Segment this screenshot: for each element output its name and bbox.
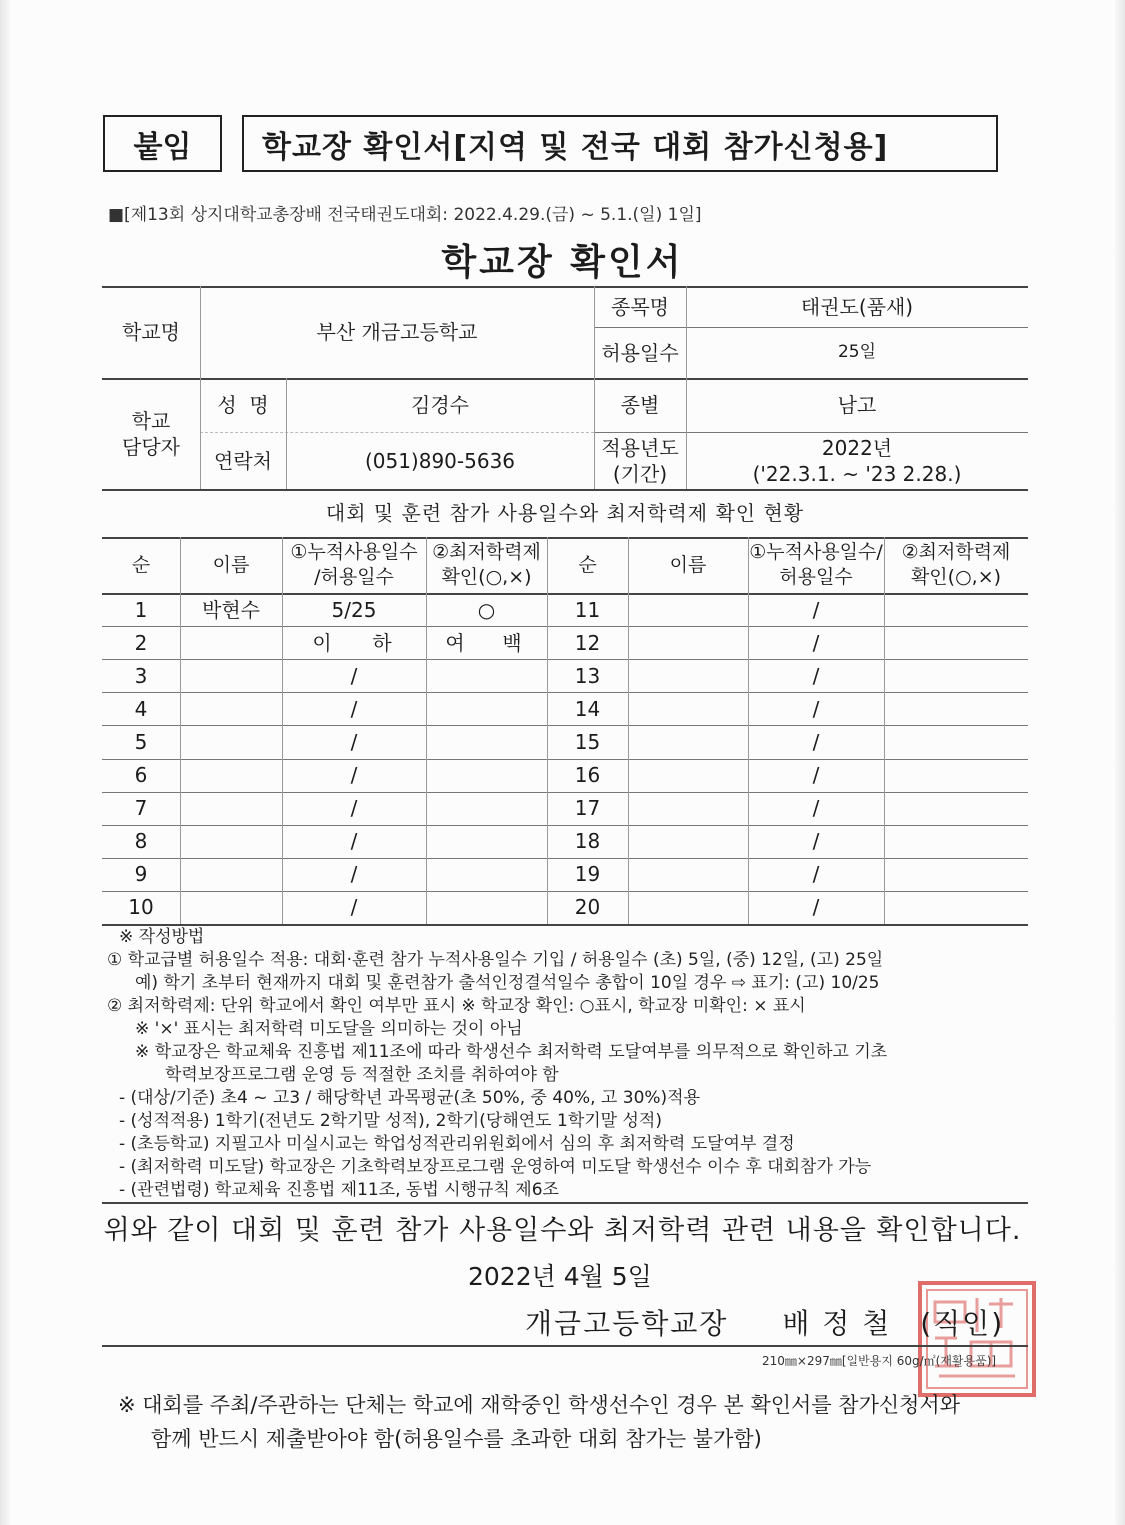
row-right-no: 19 <box>574 862 601 887</box>
row-left-name <box>180 626 282 659</box>
header-confirm-left <box>426 537 547 593</box>
instructions <box>107 926 1037 1202</box>
row-left-name <box>180 725 282 758</box>
blank-marker-char: 백 <box>502 630 522 655</box>
attachment-label: 붙임 <box>103 115 222 172</box>
row-left-name <box>180 659 282 692</box>
year-value <box>686 432 1028 489</box>
row-right-name <box>628 792 748 825</box>
footnote-line1: ※ 대회를 주최/주관하는 단체는 학교에 재학중인 학생선수인 경우 본 확인서를 참가신청서와 <box>118 1393 961 1417</box>
year-label <box>594 432 686 489</box>
row-left-used: / <box>350 763 358 788</box>
row-left-no: 6 <box>134 763 148 788</box>
row-right-name <box>628 659 748 692</box>
row-right-name <box>628 626 748 659</box>
row-right-name <box>628 692 748 725</box>
header-confirm-left-line1: ②최저학력제 <box>432 541 541 564</box>
header-used-right-line2: 허용일수 <box>779 566 853 588</box>
year-value-line1: 2022년 <box>821 435 893 460</box>
row-left-no: 8 <box>134 829 148 854</box>
row-left-used: / <box>350 729 358 754</box>
row-right-used: / <box>812 729 820 754</box>
row-left-used: / <box>350 696 358 721</box>
contact-label: 연락처 <box>214 448 272 473</box>
row-left-confirm <box>426 792 547 825</box>
row-right-confirm <box>884 692 1028 725</box>
header-used-left-line1: ①누적사용일수 <box>290 541 418 564</box>
manager-label-line2: 담당자 <box>122 434 180 459</box>
row-right-used: / <box>812 796 820 821</box>
category-value: 남고 <box>837 393 877 417</box>
row-left-no: 9 <box>134 862 148 887</box>
page-edge-left <box>0 0 10 1525</box>
year-label-line2: (기간) <box>612 461 668 486</box>
row-left-name <box>180 759 282 792</box>
row-right-name <box>628 891 748 924</box>
row-left-no: 7 <box>134 796 148 821</box>
notes-heading: ※ 작성방법 <box>119 927 205 947</box>
row-left-used: / <box>350 663 358 688</box>
note-2d: 학력보장프로그램 운영 등 적절한 조치를 취하여야 함 <box>165 1065 559 1085</box>
allowed-days-label: 허용일수 <box>601 340 679 365</box>
manager-label <box>102 378 200 489</box>
row-left-no: 5 <box>134 729 148 754</box>
school-value: 부산 개금고등학교 <box>316 320 478 344</box>
row-right-name <box>628 759 748 792</box>
blank-marker-char: 하 <box>372 630 392 655</box>
row-left-name <box>180 792 282 825</box>
header-confirm-right-line2: 확인(○,×) <box>910 566 1002 588</box>
header-used-left-line2: /허용일수 <box>314 566 394 588</box>
row-left-no: 1 <box>134 597 148 622</box>
row-left-used: / <box>350 796 358 821</box>
row-left-no: 4 <box>134 696 148 721</box>
row-right-used: / <box>812 630 820 655</box>
row-left-confirm <box>426 759 547 792</box>
row-right-used: / <box>812 663 820 688</box>
note-1a: ① 학교급별 허용일수 적용: 대회·훈련 참가 누적사용일수 기입 / 허용일수 (초) 5일, (중) 12일, (고) 25일 <box>107 950 884 970</box>
main-title: 학교장 확인서 <box>441 242 684 283</box>
header-no-left <box>102 537 180 593</box>
detail-5: - (관련법령) 학교체육 진흥법 제11조, 동법 시행규칙 제6조 <box>119 1180 559 1200</box>
row-right-no: 14 <box>574 696 601 721</box>
header-used-right <box>748 537 884 593</box>
row-left-used: / <box>350 862 358 887</box>
manager-label-line1: 학교 <box>131 408 171 433</box>
document-title: 학교장 확인서[지역 및 전국 대회 참가신청용] <box>242 115 998 172</box>
row-right-no: 20 <box>574 895 601 920</box>
note-2b: ※ '×' 표시는 최저학력 미도달을 의미하는 것이 아님 <box>135 1019 523 1039</box>
row-left-confirm <box>426 825 547 858</box>
row-right-confirm <box>884 626 1028 659</box>
confirmation-top-rule <box>102 1202 1028 1204</box>
row-right-used: / <box>812 696 820 721</box>
blank-marker-char: 여 <box>445 630 465 655</box>
row-right-no: 13 <box>574 663 601 688</box>
row-right-no: 17 <box>574 796 601 821</box>
name-label: 성 명 <box>217 393 269 417</box>
principal-title: 개금고등학교장 <box>525 1307 729 1340</box>
row-right-confirm <box>884 659 1028 692</box>
header-confirm-left-line2: 확인(○,×) <box>441 566 532 588</box>
year-label-line1: 적용년도 <box>601 435 679 460</box>
header-confirm-right-line1: ②최저학력제 <box>901 541 1011 564</box>
header-used-left <box>282 537 426 593</box>
event-type-label: 종목명 <box>611 294 669 319</box>
footnote-line2: 함께 반드시 제출받아야 함(허용일수를 초과한 대회 참가는 불가함) <box>151 1427 762 1451</box>
page-edge-right <box>1115 0 1125 1525</box>
note-2c: ※ 학교장은 학교체육 진흥법 제11조에 따라 학생선수 최저학력 도달여부를 의무적으로 확인하고 기초 <box>135 1042 888 1062</box>
row-right-confirm <box>884 858 1028 891</box>
header-no-left-line1: 순 <box>131 553 151 576</box>
footnote <box>118 1388 1038 1456</box>
row-left-name: 박현수 <box>202 597 260 622</box>
header-name-left-line1: 이름 <box>212 553 250 576</box>
row-left-no: 10 <box>128 895 154 920</box>
row-right-confirm <box>884 725 1028 758</box>
row-right-name <box>628 825 748 858</box>
seal-label: (직인) <box>920 1307 1005 1340</box>
row-left-name <box>180 858 282 891</box>
row-right-confirm <box>884 759 1028 792</box>
row-left-used: 5/25 <box>331 597 377 622</box>
header-used-right-line1: ①누적사용일수/ <box>749 541 883 564</box>
allowed-days-value: 25일 <box>837 342 877 363</box>
row-left-name <box>180 692 282 725</box>
header-name-right-line1: 이름 <box>669 553 707 576</box>
row-right-no: 18 <box>574 829 601 854</box>
detail-1: - (대상/기준) 초4 ~ 고3 / 해당학년 과목평균(초 50%, 중 40%, 고 30%)적용 <box>119 1088 701 1108</box>
event-type-value: 태권도(품새) <box>800 294 914 319</box>
row-right-name <box>628 593 748 626</box>
detail-3: - (초등학교) 지필고사 미실시교는 학업성적관리위원회에서 심의 후 최저학력 도달여부 결정 <box>119 1134 795 1154</box>
row-right-used: / <box>812 895 820 920</box>
header-confirm-right <box>884 537 1028 593</box>
paper-info: 210㎜×297㎜[일반용지 60g/㎡(재활용품)] <box>762 1354 997 1368</box>
row-right-used: / <box>812 829 820 854</box>
row-left-used: / <box>350 895 358 920</box>
row-left-used <box>282 626 426 659</box>
category-label: 종별 <box>620 393 660 417</box>
row-right-name <box>628 725 748 758</box>
detail-2: - (성적적용) 1학기(전년도 2학기말 성적), 2학기(당해연도 1학기말 성적) <box>119 1111 662 1131</box>
row-left-confirm <box>426 858 547 891</box>
row-left-confirm <box>426 692 547 725</box>
row-left-confirm <box>426 725 547 758</box>
row-right-confirm <box>884 792 1028 825</box>
name-value: 김경수 <box>411 393 469 417</box>
year-value-line2: ('22.3.1. ~ '23 2.28.) <box>752 461 962 486</box>
blank-marker-char: 이 <box>312 630 332 655</box>
row-right-used: / <box>812 862 820 887</box>
row-left-no: 2 <box>134 630 148 655</box>
note-1b: 예) 학기 초부터 현재까지 대회 및 훈련참가 출석인정결석일수 총합이 10일 경우 ⇨ 표기: (고) 10/25 <box>135 973 880 993</box>
row-left-used: / <box>350 829 358 854</box>
row-right-confirm <box>884 593 1028 626</box>
principal-name: 배 정 철 <box>782 1307 892 1340</box>
contact-value: (051)890-5636 <box>364 448 516 473</box>
confirmation-date: 2022년 4월 5일 <box>468 1262 652 1291</box>
note-2a: ② 최저학력제: 단위 학교에서 확인 여부만 표시 ※ 학교장 확인: ○표시, 학교장 미확인: × 표시 <box>107 996 806 1016</box>
header-no-right-line1: 순 <box>578 553 597 576</box>
header-name-right <box>628 537 748 593</box>
row-left-confirm <box>426 891 547 924</box>
row-left-confirm: ○ <box>477 597 496 622</box>
row-left-name <box>180 825 282 858</box>
principal-signature <box>525 1302 1004 1342</box>
row-left-name <box>180 891 282 924</box>
detail-4: - (최저학력 미도달) 학교장은 기초학력보장프로그램 운영하여 미도달 학생선수 이수 후 대회참가 가능 <box>119 1157 872 1177</box>
row-right-no: 12 <box>574 630 601 655</box>
row-right-confirm <box>884 825 1028 858</box>
confirmation-statement: 위와 같이 대회 및 훈련 참가 사용일수와 최저학력 관련 내용을 확인합니다. <box>103 1215 1022 1246</box>
row-left-no: 3 <box>134 663 148 688</box>
row-right-no: 11 <box>574 597 601 622</box>
row-right-used: / <box>812 597 820 622</box>
row-left-confirm <box>426 659 547 692</box>
row-right-no: 16 <box>574 763 601 788</box>
header-no-right <box>547 537 628 593</box>
status-title: 대회 및 훈련 참가 사용일수와 최저학력제 확인 현황 <box>325 501 805 525</box>
row-right-confirm <box>884 891 1028 924</box>
row-right-used: / <box>812 763 820 788</box>
event-line: ■[제13회 상지대학교총장배 전국태권도대회: 2022.4.29.(금) ~ 5.1.(일) 1일] <box>108 205 702 225</box>
signature-rule <box>102 1345 1028 1347</box>
row-right-no: 15 <box>574 729 601 754</box>
row-right-name <box>628 858 748 891</box>
school-label: 학교명 <box>122 320 180 344</box>
header-name-left <box>180 537 282 593</box>
